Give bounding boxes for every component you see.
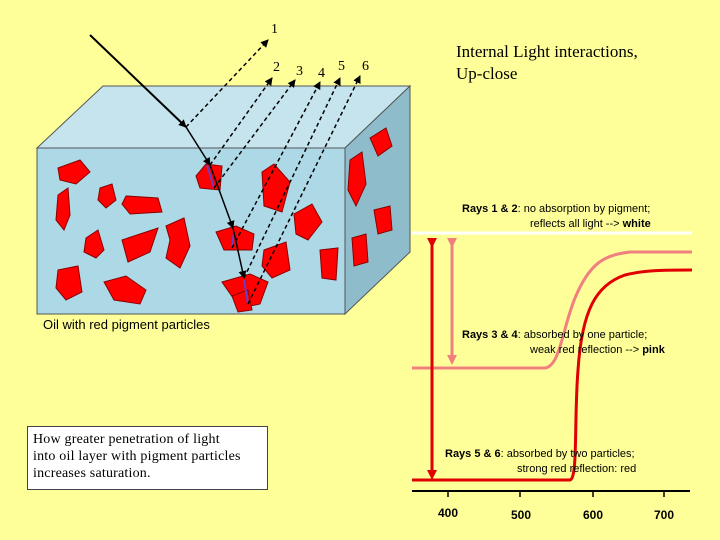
x-tick-label: 400 [438,506,459,520]
diagram-title [456,41,696,85]
oil-layer-label: Oil with red pigment particles [43,317,210,332]
ray-label-6: 6 [362,59,369,74]
caption-box [27,426,268,490]
note-rays-1-2-line-2 [462,217,712,232]
ray-label-3: 3 [296,64,303,79]
note-rays-3-4-heading: Rays 3 & 4 [462,329,518,341]
pigment-particle [122,196,162,214]
x-tick-label: 500 [511,508,532,522]
note-rays-1-2-text: : no absorption by pigment; [517,203,651,215]
ray-label-1: 1 [271,22,278,37]
pigment-particle [352,234,368,266]
note-rays-1-2-line-1 [462,202,712,217]
caption-line-2: into oil layer with pigment particles [33,449,241,464]
note-rays-3-4-line-2 [462,343,712,358]
note-rays-5-6 [445,447,705,477]
note-rays-5-6-text: : absorbed by two particles; [500,448,635,460]
note-rays-1-2-heading: Rays 1 & 2 [462,203,518,215]
note-rays-1-2-result: white [622,218,651,230]
note-rays-1-2 [462,202,712,232]
title-line-1: Internal Light interactions, [456,42,638,61]
ray-label-4: 4 [318,66,325,81]
x-tick-label: 700 [654,508,675,522]
note-rays-3-4 [462,328,712,358]
caption-line-1: How greater penetration of light [33,432,220,447]
note-rays-5-6-line-2 [445,462,705,477]
ray-label-2: 2 [273,60,280,75]
title-line-2: Up-close [456,64,518,83]
note-rays-3-4-text: : absorbed by one particle; [517,329,648,341]
note-rays-5-6-heading: Rays 5 & 6 [445,448,501,460]
pigment-particle [320,248,338,280]
note-rays-3-4-line2-text: weak red reflection --> [530,344,640,356]
note-rays-5-6-line2-text: strong red reflection: red [517,463,637,475]
note-rays-5-6-line-1 [445,447,705,462]
note-rays-3-4-result: pink [642,344,665,356]
note-rays-1-2-line2-text: reflects all light --> [530,218,620,230]
note-rays-3-4-line-1 [462,328,712,343]
caption-line-3: increases saturation. [33,466,151,481]
x-tick-label: 600 [583,508,604,522]
ray-label-5: 5 [338,59,345,74]
